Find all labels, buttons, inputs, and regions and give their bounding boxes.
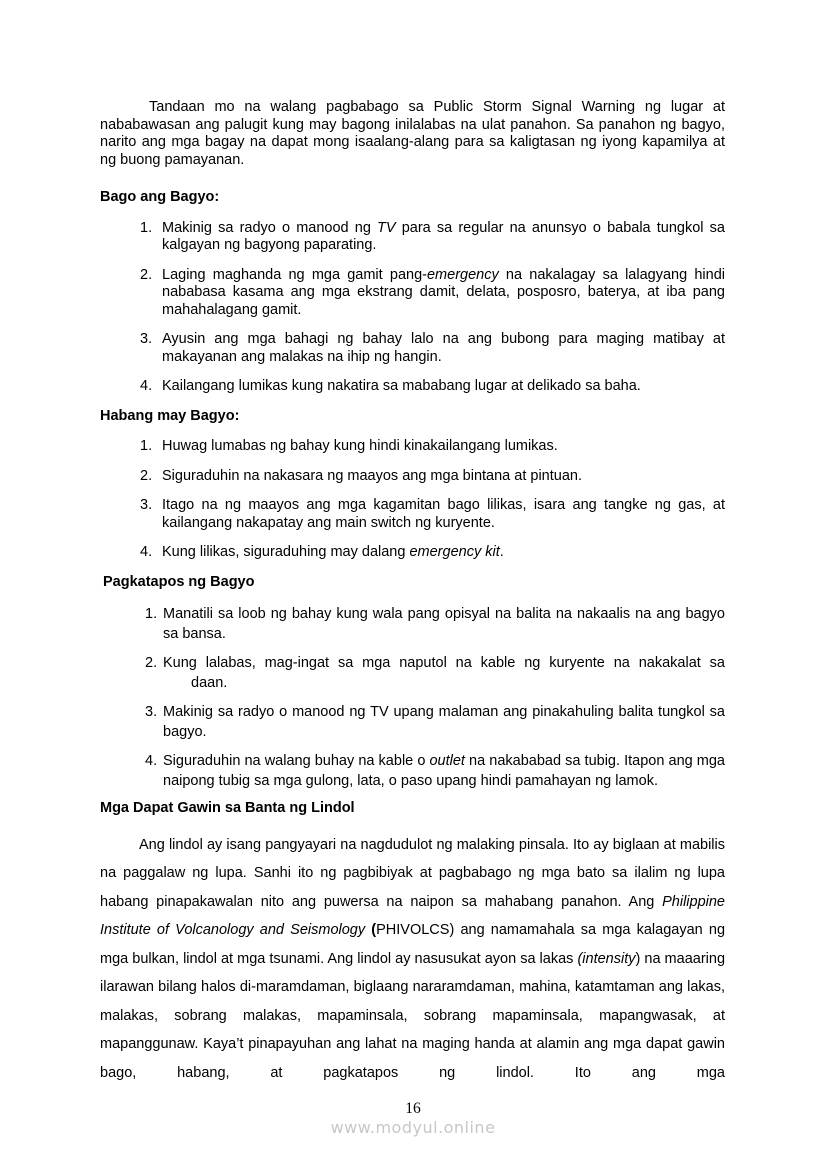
list-item-number: 1. xyxy=(140,438,153,454)
list-item xyxy=(140,497,725,532)
text-run: Makinig sa radyo o manood ng TV upang malaman ang pinakahuling balita tungkol sa bagyo. xyxy=(163,704,725,740)
section-heading-bago-ang-bagyo: Bago ang Bagyo: xyxy=(100,189,220,205)
watermark-url: www.modyul.online xyxy=(330,1118,496,1137)
list-item-text xyxy=(162,220,725,255)
list-item-number: 3. xyxy=(140,331,153,347)
text-run: Manatili sa loob ng bahay kung wala pang opisyal na balita na nakaalis na ang bagyo sa bansa. xyxy=(163,606,725,642)
list-item xyxy=(140,267,725,320)
list-item xyxy=(145,702,725,742)
text-run: Makinig sa radyo o manood ng xyxy=(162,219,378,236)
text-run: Ayusin ang mga bahagi ng bahay lalo na ang bubong para maging matibay at makayanan ang malakas na ihip ng hangin. xyxy=(162,331,725,365)
text-run: na nakalagay sa lalagyang hindi nababasa kasama ang mga ekstrang damit, delata, posposro, baterya, at iba pang mahahalagang gamit. xyxy=(162,266,726,318)
text-run: Huwag lumabas ng bahay kung hindi kinakailangang lumikas. xyxy=(162,438,558,454)
text-run: daan. xyxy=(191,675,228,691)
text-run: Siguraduhin na walang buhay na kable o xyxy=(163,753,430,769)
list-item-text xyxy=(162,438,725,456)
list-item xyxy=(140,331,725,366)
text-run: emergency xyxy=(426,266,499,283)
list-item-text xyxy=(162,331,725,366)
list-item-number: 1. xyxy=(145,606,158,622)
list-item xyxy=(140,438,725,456)
list-item xyxy=(140,468,725,486)
text-run: outlet xyxy=(429,753,465,769)
list-item-text xyxy=(163,653,725,693)
text-run: PHIVOLCS) ang namamahala sa mga kalagayan ng mga bulkan, lindol at mga tsunami. Ang lindol ay nasusukat ayon sa lakas xyxy=(100,922,726,967)
list-item-number: 2. xyxy=(140,467,153,484)
list-item-number: 3. xyxy=(145,704,158,720)
list-item xyxy=(140,220,725,255)
text-run: Laging maghanda ng mga gamit pang- xyxy=(162,266,427,283)
list-item-text xyxy=(163,702,725,742)
section-heading-pagkatapos-ng-bagyo: Pagkatapos ng Bagyo xyxy=(103,573,255,590)
list-item-number: 2. xyxy=(140,266,153,283)
text-run: ( xyxy=(371,922,377,938)
list-bago-ang-bagyo xyxy=(100,220,725,396)
list-item-number: 2. xyxy=(145,655,158,671)
list-item-text xyxy=(162,468,725,486)
text-run: TV xyxy=(377,219,396,236)
text-run: Kung lilikas, siguraduhing may dalang xyxy=(162,544,410,560)
lindol-paragraph xyxy=(100,831,725,1088)
list-item-text xyxy=(162,267,725,320)
text-run: Itago na ng maayos ang mga kagamitan bago lilikas, isara ang tangke ng gas, at kailangang nakapatay ang main switch ng kuryente. xyxy=(162,497,725,531)
list-item xyxy=(140,378,725,396)
text-run: na nakababad sa tubig. Itapon ang mga naipong tubig sa mga gulong, lata, o paso upang hindi pamahayan ng lamok. xyxy=(163,753,725,789)
text-run: para sa regular na anunsyo o babala tungkol sa kalgayan ng bagyong paparating. xyxy=(162,219,725,253)
list-item-number: 1. xyxy=(140,219,153,236)
page-number: 16 xyxy=(405,1100,421,1117)
list-item-number: 4. xyxy=(145,753,158,769)
list-habang-may-bagyo xyxy=(100,438,725,562)
text-run: . xyxy=(499,544,504,560)
list-item xyxy=(140,544,725,562)
text-run: Philippine Institute of Volcanology and Seismology xyxy=(100,893,725,938)
list-item-text xyxy=(162,544,725,562)
section-heading-habang-may-bagyo: Habang may Bagyo: xyxy=(100,407,240,424)
text-run: ) na maaaring ilarawan bilang halos di-maramdaman, biglaang nararamdaman, mahina, katamtaman ang lakas, malakas, sobrang malakas, mapaminsala, sobrang mapaminsala, mapangwasak, at mapanggunaw. Kaya’t pinapayuhan ang lahat na maging handa at alamin ang mga dapat gawin bago, habang, at pagkatapos ng lindol. Ito ang mga xyxy=(100,950,726,1081)
intro-paragraph: Tandaan mo na walang pagbabago sa Public Storm Signal Warning ng lugar at nababawasan ang palugit kung may bagong inilalabas na ulat panahon. Sa panahon ng bagyo, narito ang mga bagay na dapat mong isaalang-alang para sa kaligtasan ng iyong kapamilya at ng buong pamayanan. xyxy=(100,99,725,168)
list-item-text xyxy=(162,497,725,532)
list-item-text xyxy=(162,378,725,396)
text-run: Ang lindol ay isang pangyayari na nagdudulot ng malaking pinsala. Ito ay biglaan at mabilis na paggalaw ng lupa. Sanhi ito ng pagbibiyak at pagbabago ng mga bato sa ilalim ng lupa habang pinapakawalan nito ang puwersa na naipon sa mahabang panahon. Ang xyxy=(100,836,725,910)
list-item xyxy=(145,751,725,791)
list-item-text xyxy=(163,604,725,644)
text-run: emergency kit xyxy=(409,544,500,560)
list-pagkatapos-ng-bagyo xyxy=(100,604,725,791)
text-run: Kung lalabas, mag-ingat sa mga naputol na kable ng kuryente na nakakalat sa xyxy=(163,655,725,671)
list-item-number: 4. xyxy=(140,544,153,560)
text-run: Siguraduhin na nakasara ng maayos ang mga bintana at pintuan. xyxy=(162,467,582,484)
list-item-number: 3. xyxy=(140,497,153,513)
text-run: Kailangang lumikas kung nakatira sa mababang lugar at delikado sa baha. xyxy=(162,378,641,394)
list-item-text xyxy=(163,751,725,791)
list-item-number: 4. xyxy=(140,378,153,394)
list-item xyxy=(145,604,725,644)
text-run: (intensity xyxy=(577,950,636,967)
section-heading-lindol: Mga Dapat Gawin sa Banta ng Lindol xyxy=(100,800,355,816)
list-item xyxy=(145,653,725,693)
